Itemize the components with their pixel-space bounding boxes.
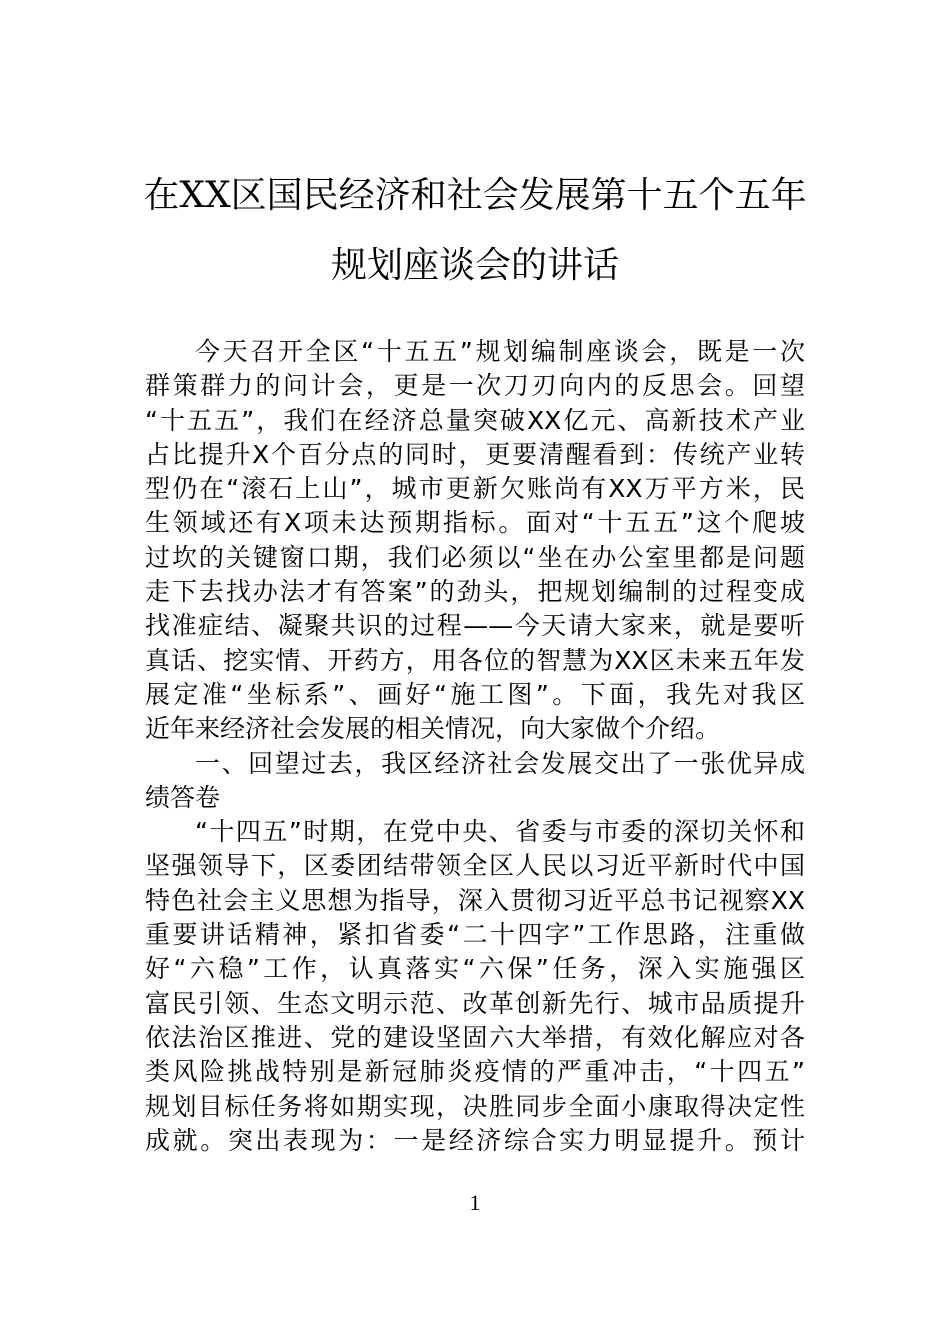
text-line: 真话、挖实情、开药方，用各位的智慧为XX区未来五年发 [145,645,805,675]
text-line: 依法治区推进、党的建设坚固六大举措，有效化解应对各 [145,1022,805,1052]
text-line: 展定准“坐标系”、画好“施工图”。下面，我先对我区 [145,679,805,709]
text-line: 坚强领导下，区委团结带领全区人民以习近平新时代中国 [145,851,805,881]
text-line: 规划目标任务将如期实现，决胜同步全面小康取得决定性 [145,1091,805,1121]
document-title-line-2: 规划座谈会的讲话 [330,245,619,286]
text-line: 绩答卷 [145,782,221,812]
text-line: 占比提升X个百分点的同时，更要清醒看到：传统产业转 [145,439,805,469]
text-line: 过坎的关键窗口期，我们必须以“坐在办公室里都是问题 [145,542,805,572]
page-number: 1 [469,1190,481,1215]
text-line: 找准症结、凝聚共识的过程——今天请大家来，就是要听 [145,611,805,641]
text-line: 好“六稳”工作，认真落实“六保”任务，深入实施强区 [145,954,805,984]
text-line: 型仍在“滚石上山”，城市更新欠账尚有XX万平方米，民 [145,474,805,504]
text-line: 近年来经济社会发展的相关情况，向大家做个介绍。 [145,714,721,744]
text-line: 类风险挑战特别是新冠肺炎疫情的严重冲击，“十四五” [145,1057,805,1087]
text-line: 今天召开全区“十五五”规划编制座谈会，既是一次 [195,337,805,366]
text-line: “十五五”，我们在经济总量突破XX亿元、高新技术产业 [145,405,805,435]
text-line: 重要讲话精神，紧扣省委“二十四字”工作思路，注重做 [145,920,805,950]
text-line: 生领域还有X项未达预期指标。面对“十五五”这个爬坡 [145,508,805,538]
text-line: 富民引领、生态文明示范、改革创新先行、城市品质提升 [145,988,805,1018]
text-line: 一、回望过去，我区经济社会发展交出了一张优异成 [195,748,805,778]
text-line: “十四五”时期，在党中央、省委与市委的深切关怀和 [195,817,805,847]
text-line: 群策群力的问计会，更是一次刀刃向内的反思会。回望 [145,371,805,401]
document-title-line-1: 在XX区国民经济和社会发展第十五个五年 [143,175,807,216]
text-line: 成就。突出表现为：一是经济综合实力明显提升。预计 [145,1125,805,1155]
text-line: 走下去找办法才有答案”的劲头，把规划编制的过程变成 [145,577,805,607]
document-body [145,335,805,1158]
text-line: 特色社会主义思想为指导，深入贯彻习近平总书记视察XX [145,885,805,915]
